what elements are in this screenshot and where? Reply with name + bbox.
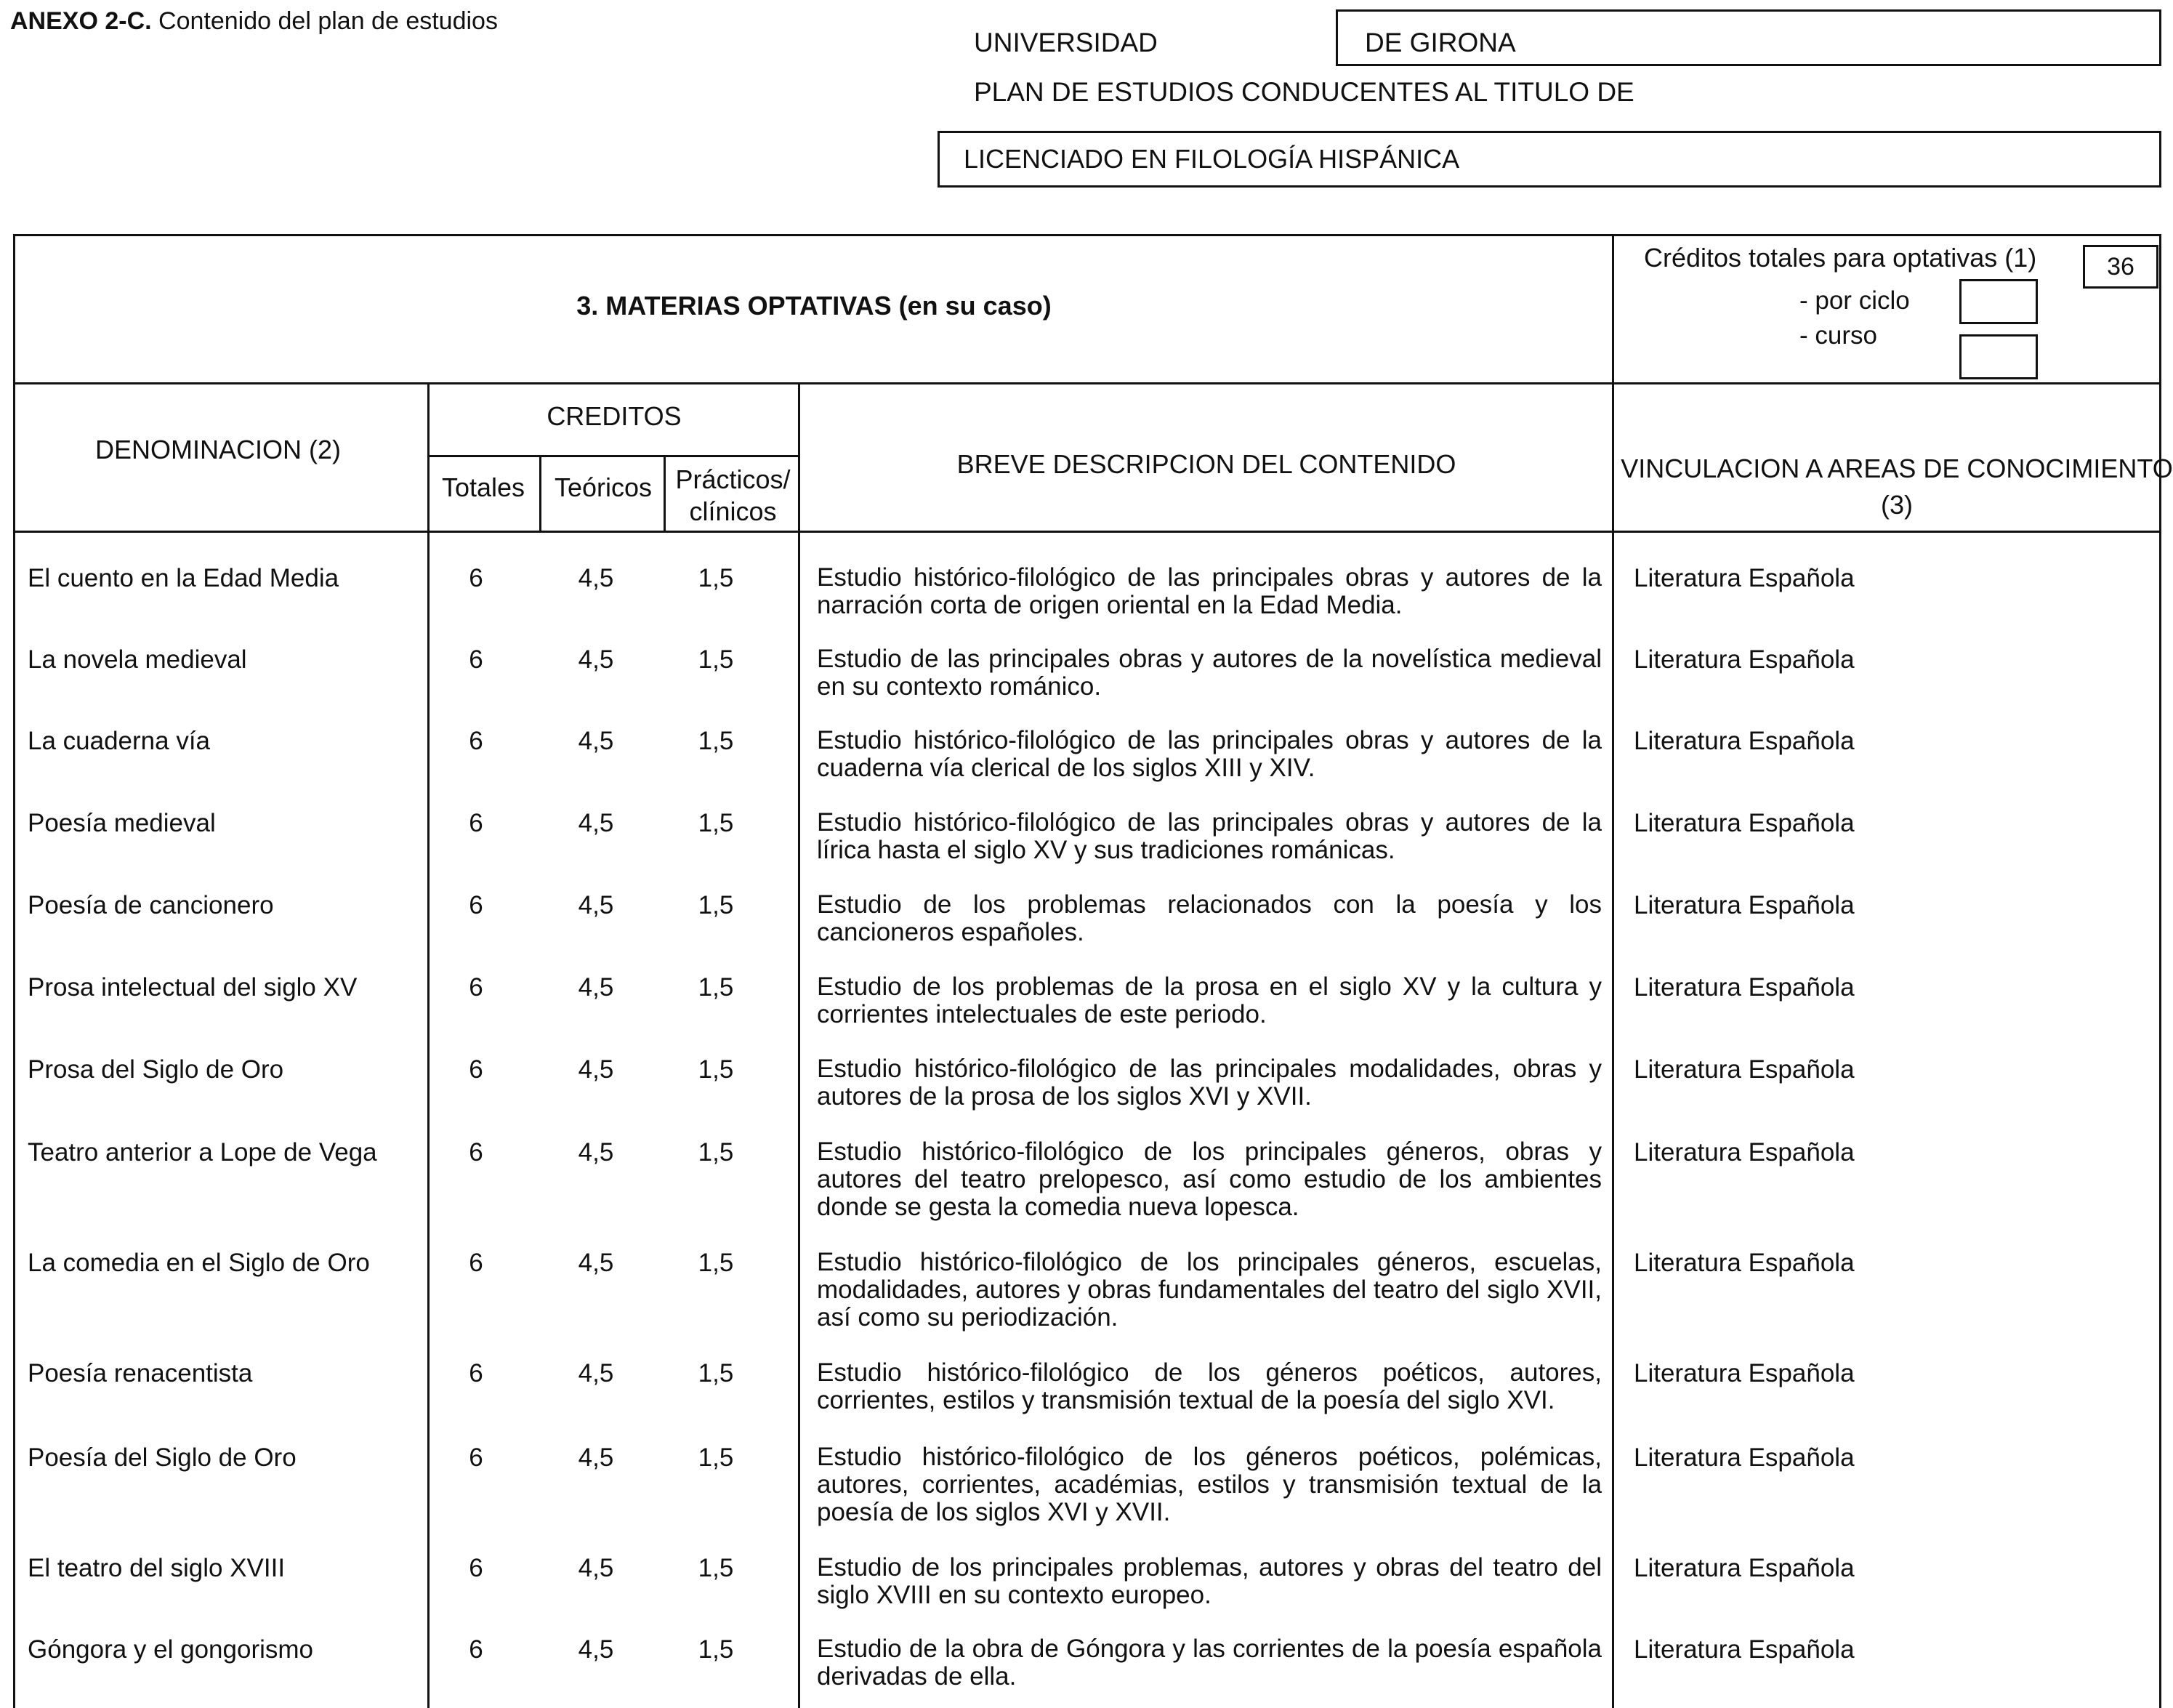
row-area: Literatura Española: [1634, 1249, 1855, 1277]
section-divider: [13, 382, 2161, 384]
row-practicos: 1,5: [698, 1055, 734, 1084]
total-credits-label: Créditos totales para optativas (1): [1644, 243, 2037, 273]
row-name: Prosa del Siglo de Oro: [28, 1055, 284, 1084]
row-name: Poesía del Siglo de Oro: [28, 1443, 297, 1472]
total-credits-value: 36: [2083, 245, 2158, 289]
row-name: El cuento en la Edad Media: [28, 564, 339, 592]
row-practicos: 1,5: [698, 1635, 734, 1664]
credits-column-divider: [798, 382, 800, 1708]
row-description: Estudio histórico-filológico de los principales géneros, obras y autores del teatro prelopesco, así como estudio de los ambientes donde se gesta la comedia nueva lopesca.: [817, 1137, 1602, 1221]
row-description: Estudio histórico-filológico de los principales géneros, escuelas, modalidades, autores y obras fundamentales del teatro del siglo XVII, así como su periodización.: [817, 1248, 1602, 1332]
row-practicos: 1,5: [698, 1359, 734, 1387]
university-value: DE GIRONA: [1365, 28, 1516, 57]
row-name: La comedia en el Siglo de Oro: [28, 1249, 370, 1277]
row-practicos: 1,5: [698, 1249, 734, 1277]
row-totales: 6: [469, 1055, 483, 1084]
row-practicos: 1,5: [698, 1443, 734, 1472]
row-description: Estudio histórico-filológico de los géneros poéticos, autores, corrientes, estilos y transmisión textual de la poesía del siglo XVI.: [817, 1358, 1602, 1414]
row-totales: 6: [469, 1443, 483, 1472]
plan-label: PLAN DE ESTUDIOS CONDUCENTES AL TITULO DE: [974, 77, 1634, 107]
university-label: UNIVERSIDAD: [974, 28, 1158, 57]
degree-value: LICENCIADO EN FILOLOGÍA HISPÁNICA: [964, 144, 1460, 174]
row-name: Prosa intelectual del siglo XV: [28, 973, 358, 1002]
row-area: Literatura Española: [1634, 727, 1855, 755]
header-practicos: Prácticos/ clínicos: [675, 464, 791, 526]
row-totales: 6: [469, 1138, 483, 1167]
row-area: Literatura Española: [1634, 891, 1855, 919]
row-practicos: 1,5: [698, 1138, 734, 1167]
row-area: Literatura Española: [1634, 1635, 1855, 1664]
row-totales: 6: [469, 1249, 483, 1277]
row-teoricos: 4,5: [578, 973, 614, 1002]
row-description: Estudio de los principales problemas, autores y obras del teatro del siglo XVIII en su contexto europeo.: [817, 1553, 1602, 1609]
row-name: Poesía medieval: [28, 809, 216, 837]
header-descripcion: BREVE DESCRIPCION DEL CONTENIDO: [956, 449, 1456, 479]
row-practicos: 1,5: [698, 564, 734, 592]
row-area: Literatura Española: [1634, 1554, 1855, 1582]
header-creditos: CREDITOS: [547, 401, 682, 431]
row-area: Literatura Española: [1634, 1443, 1855, 1472]
row-teoricos: 4,5: [578, 1554, 614, 1582]
row-area: Literatura Española: [1634, 973, 1855, 1002]
table-top-border: [13, 234, 2161, 236]
row-name: Poesía de cancionero: [28, 891, 274, 919]
row-teoricos: 4,5: [578, 1635, 614, 1664]
row-practicos: 1,5: [698, 645, 734, 674]
row-totales: 6: [469, 809, 483, 837]
row-name: Teatro anterior a Lope de Vega: [28, 1138, 377, 1167]
row-teoricos: 4,5: [578, 809, 614, 837]
row-teoricos: 4,5: [578, 891, 614, 919]
row-totales: 6: [469, 1635, 483, 1664]
curso-box: [1959, 334, 2038, 379]
row-totales: 6: [469, 564, 483, 592]
por-ciclo-box: [1959, 279, 2038, 324]
row-area: Literatura Española: [1634, 645, 1855, 674]
row-practicos: 1,5: [698, 891, 734, 919]
row-description: Estudio histórico-filológico de las principales modalidades, obras y autores de la prosa de los siglos XVI y XVII.: [817, 1055, 1602, 1111]
row-name: Poesía renacentista: [28, 1359, 253, 1387]
row-practicos: 1,5: [698, 809, 734, 837]
row-description: Estudio histórico-filológico de los géneros poéticos, polémicas, autores, corrientes, académias, estilos y transmisión textual de la poesía de los siglos XVI y XVII.: [817, 1443, 1602, 1526]
credits-subheader-divider: [429, 455, 799, 457]
header-teoricos: Teóricos: [554, 472, 653, 502]
row-teoricos: 4,5: [578, 1138, 614, 1167]
row-description: Estudio de los problemas de la prosa en el siglo XV y la cultura y corrientes intelectuales de este periodo.: [817, 972, 1602, 1028]
row-name: La novela medieval: [28, 645, 247, 674]
row-description: Estudio de la obra de Góngora y las corrientes de la poesía española derivadas de ella.: [817, 1635, 1602, 1691]
header-bottom-border: [13, 531, 2161, 533]
row-teoricos: 4,5: [578, 1249, 614, 1277]
row-area: Literatura Española: [1634, 1359, 1855, 1387]
header-vinculacion: VINCULACION A AREAS DE CONOCIMIENTO (3): [1621, 454, 2173, 520]
row-name: El teatro del siglo XVIII: [28, 1554, 286, 1582]
row-teoricos: 4,5: [578, 727, 614, 755]
annex-heading: ANEXO 2-C. Contenido del plan de estudios: [10, 7, 498, 35]
section-title: 3. MATERIAS OPTATIVAS (en su caso): [576, 291, 1052, 321]
row-practicos: 1,5: [698, 1554, 734, 1582]
row-totales: 6: [469, 973, 483, 1002]
name-column-divider: [427, 382, 430, 1708]
row-description: Estudio histórico-filológico de las principales obras y autores de la lírica hasta el siglo XV y sus tradiciones románicas.: [817, 808, 1602, 864]
row-area: Literatura Española: [1634, 564, 1855, 592]
row-name: La cuaderna vía: [28, 727, 211, 755]
row-teoricos: 4,5: [578, 645, 614, 674]
row-practicos: 1,5: [698, 973, 734, 1002]
row-area: Literatura Española: [1634, 1055, 1855, 1084]
row-area: Literatura Española: [1634, 1138, 1855, 1167]
header-denominacion: DENOMINACION (2): [94, 435, 341, 464]
row-description: Estudio histórico-filológico de las principales obras y autores de la cuaderna vía clerical de los siglos XIII y XIV.: [817, 726, 1602, 782]
row-name: Góngora y el gongorismo: [28, 1635, 313, 1664]
row-description: Estudio histórico-filológico de las principales obras y autores de la narración corta de origen oriental en la Edad Media.: [817, 563, 1602, 619]
header-totales: Totales: [441, 472, 525, 502]
row-description: Estudio de los problemas relacionados con la poesía y los cancioneros españoles.: [817, 890, 1602, 946]
row-teoricos: 4,5: [578, 564, 614, 592]
row-totales: 6: [469, 645, 483, 674]
por-ciclo-label: - por ciclo: [1799, 286, 1910, 315]
row-totales: 6: [469, 891, 483, 919]
row-totales: 6: [469, 727, 483, 755]
row-totales: 6: [469, 1554, 483, 1582]
row-practicos: 1,5: [698, 727, 734, 755]
row-description: Estudio de las principales obras y autores de la novelística medieval en su contexto románico.: [817, 645, 1602, 701]
row-teoricos: 4,5: [578, 1359, 614, 1387]
row-area: Literatura Española: [1634, 809, 1855, 837]
row-teoricos: 4,5: [578, 1055, 614, 1084]
row-teoricos: 4,5: [578, 1443, 614, 1472]
row-totales: 6: [469, 1359, 483, 1387]
curso-label: - curso: [1799, 321, 1877, 350]
